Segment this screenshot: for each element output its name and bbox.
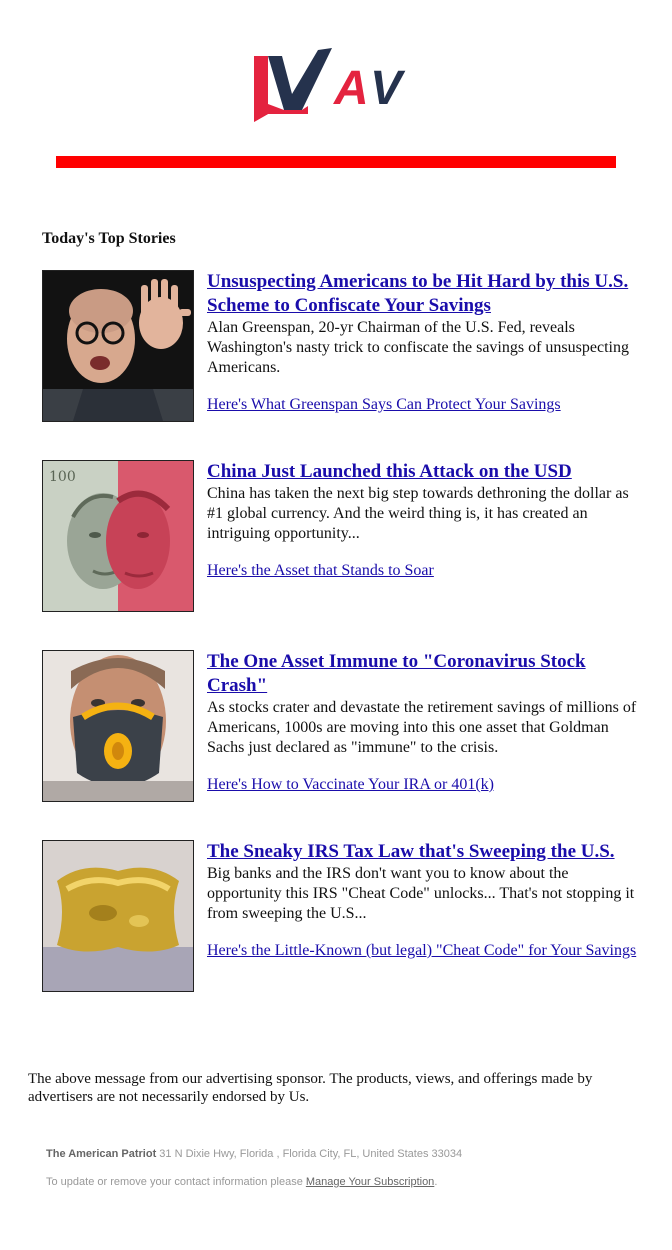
story-headline-link[interactable]: The Sneaky IRS Tax Law that's Sweeping the U.S. — [207, 841, 615, 862]
story-description: Alan Greenspan, 20-yr Chairman of the U.S. Fed, reveals Washington's nasty trick to confiscate the savings of unsuspecting Americans. — [207, 319, 629, 376]
story-item — [42, 460, 642, 612]
story-item — [42, 270, 642, 422]
brand-logo[interactable] — [248, 44, 424, 126]
footer-period: . — [434, 1176, 438, 1188]
advertiser-disclaimer: The above message from our advertising sponsor. The products, views, and offerings made by advertisers are not necessarily endorsed by Us. — [28, 1071, 593, 1105]
story-headline-link[interactable]: Unsuspecting Americans to be Hit Hard by this U.S. Scheme to Confiscate Your Savings — [207, 271, 629, 316]
dollar-yuan-split-photo-icon — [43, 461, 193, 611]
svg-text:A: A — [334, 62, 369, 115]
footer-update-line — [46, 1176, 437, 1188]
story-item — [42, 840, 642, 992]
man-raised-hand-photo-icon — [43, 271, 193, 421]
svg-text:V: V — [370, 62, 403, 115]
checkmark-logo-icon — [248, 44, 424, 126]
footer-address-text: 31 N Dixie Hwy, Florida , Florida City, FL, United States 33034 — [159, 1148, 463, 1160]
gold-nugget-photo-icon — [43, 841, 193, 991]
story-image[interactable] — [42, 270, 194, 422]
story-description: Big banks and the IRS don't want you to know about the opportunity this IRS "Cheat Code" unlocks... That's not stopping it from sweeping the U.S... — [207, 865, 635, 922]
footer-address — [46, 1148, 462, 1160]
story-cta-link[interactable]: Here's How to Vaccinate Your IRA or 401(k) — [207, 776, 494, 793]
story-image[interactable] — [42, 650, 194, 802]
story-image[interactable] — [42, 840, 194, 992]
story-description: As stocks crater and devastate the retirement savings of millions of Americans, 1000s are moving into this one asset that Goldman Sachs just declared as "immune" to the crisis. — [207, 699, 637, 756]
story-description: China has taken the next big step towards dethroning the dollar as #1 global currency. And the weird thing is, it has created an intriguing opportunity... — [207, 485, 629, 542]
section-title: Today's Top Stories — [42, 230, 176, 247]
story-image[interactable] — [42, 460, 194, 612]
story-cta-link[interactable]: Here's What Greenspan Says Can Protect Your Savings — [207, 396, 561, 413]
footer-company: The American Patriot — [46, 1148, 157, 1160]
footer-update-text: To update or remove your contact information please — [46, 1176, 303, 1188]
story-headline-link[interactable]: The One Asset Immune to "Coronavirus Stock Crash" — [207, 651, 586, 696]
header-divider — [56, 156, 616, 168]
manage-subscription-link[interactable]: Manage Your Subscription — [305, 1176, 435, 1188]
story-headline-link[interactable]: China Just Launched this Attack on the USD — [207, 461, 572, 482]
story-cta-link[interactable]: Here's the Little-Known (but legal) "Cheat Code" for Your Savings — [207, 942, 637, 959]
story-cta-link[interactable]: Here's the Asset that Stands to Soar — [207, 562, 434, 579]
story-item — [42, 650, 642, 802]
man-respirator-mask-photo-icon — [43, 651, 193, 801]
svg-text:100: 100 — [49, 469, 76, 485]
